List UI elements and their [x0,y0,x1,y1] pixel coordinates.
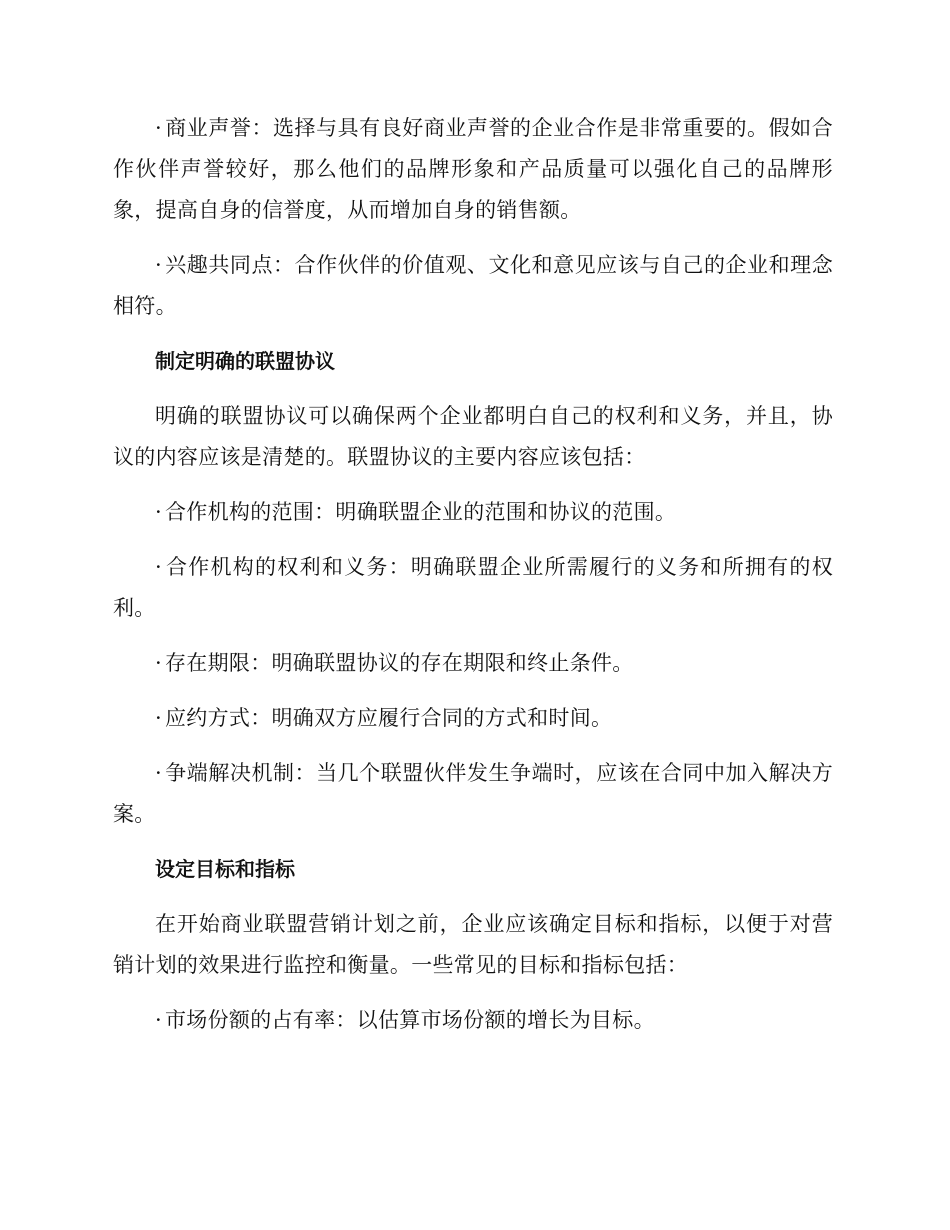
bullet-dot: · [155,116,162,140]
document-page [113,108,833,1055]
bullet-dot: · [155,761,162,785]
body-paragraph: 在开始商业联盟营销计划之前，企业应该确定目标和指标，以便于对营销计划的效果进行监控和衡量。一些常见的目标和指标包括： [113,912,833,977]
bullet-item [113,1000,833,1041]
bullet-text: 存在期限：明确联盟协议的存在期限和终止条件。 [165,651,634,675]
bullet-item [113,753,833,835]
section-heading: 制定明确的联盟协议 [155,349,335,373]
bullet-text: 合作机构的范围：明确联盟企业的范围和协议的范围。 [165,500,677,524]
section-heading: 设定目标和指标 [155,857,295,881]
bullet-dot: · [155,253,162,277]
bullet-text: 合作机构的权利和义务：明确联盟企业所需履行的义务和所拥有的权利。 [113,555,833,620]
bullet-text: 市场份额的占有率：以估算市场份额的增长为目标。 [165,1008,655,1032]
bullet-dot: · [155,500,162,524]
bullet-item [113,108,833,231]
bullet-item [113,245,833,327]
bullet-text: 争端解决机制：当几个联盟伙伴发生争端时，应该在合同中加入解决方案。 [113,761,833,826]
bullet-dot: · [155,555,162,579]
bullet-item [113,492,833,533]
bullet-dot: · [155,706,162,730]
bullet-item [113,698,833,739]
bullet-item [113,643,833,684]
body-paragraph: 明确的联盟协议可以确保两个企业都明白自己的权利和义务，并且，协议的内容应该是清楚的。联盟协议的主要内容应该包括： [113,404,833,469]
bullet-text: 兴趣共同点：合作伙伴的价值观、文化和意见应该与自己的企业和理念相符。 [113,253,833,318]
bullet-item [113,547,833,629]
bullet-dot: · [155,651,162,675]
bullet-dot: · [155,1008,162,1032]
bullet-text: 商业声誉：选择与具有良好商业声誉的企业合作是非常重要的。假如合作伙伴声誉较好，那么他们的品牌形象和产品质量可以强化自己的品牌形象，提高自身的信誉度，从而增加自身的销售额。 [113,116,833,222]
bullet-text: 应约方式：明确双方应履行合同的方式和时间。 [165,706,613,730]
